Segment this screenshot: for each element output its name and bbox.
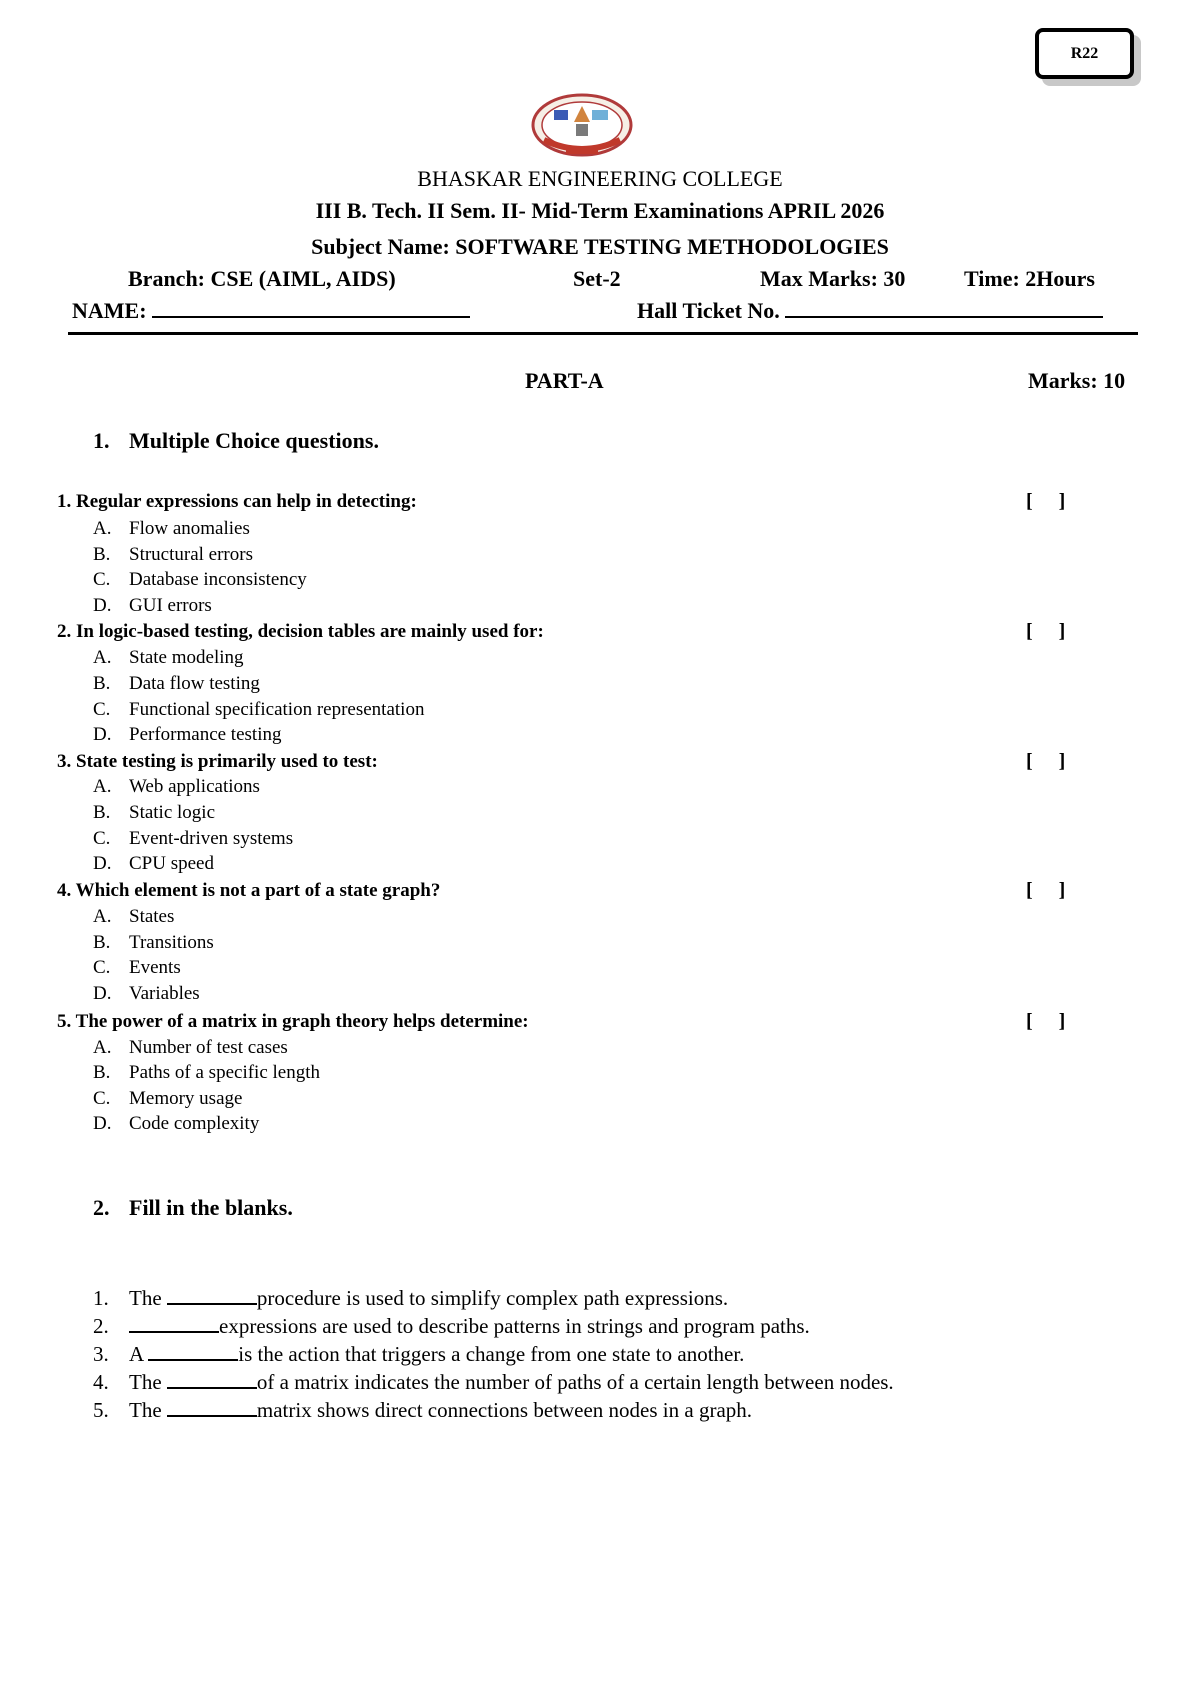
college-name: BHASKAR ENGINEERING COLLEGE	[417, 166, 783, 191]
part-title: PART-A	[525, 368, 604, 393]
name-field[interactable]	[72, 298, 470, 324]
option: B. Static logic	[93, 802, 216, 823]
name-blank[interactable]	[152, 298, 470, 318]
option: B. Structural errors	[93, 544, 253, 565]
college-logo	[530, 92, 634, 158]
mcq-heading	[93, 428, 379, 454]
part-marks: Marks: 10	[1028, 368, 1126, 393]
mcq-heading-text: Multiple Choice questions.	[129, 428, 379, 453]
question-2: 2. In logic-based testing, decision tables are mainly used for:	[57, 621, 544, 642]
option: D. GUI errors	[93, 595, 212, 616]
option: A. Flow anomalies	[93, 518, 250, 539]
hall-ticket-label: Hall Ticket No.	[637, 298, 780, 323]
option: D. Code complexity	[93, 1113, 260, 1134]
answer-blank[interactable]	[167, 1370, 257, 1389]
option: C. Functional specification representation	[93, 699, 425, 720]
option: C. Memory usage	[93, 1088, 243, 1109]
subject-name: Subject Name: SOFTWARE TESTING METHODOLOGIES	[311, 234, 889, 259]
set-number: Set-2	[573, 266, 621, 291]
max-marks: Max Marks: 30	[760, 266, 906, 291]
fill-blanks-heading	[93, 1195, 293, 1221]
fill-blank-item: 2. expressions are used to describe patterns in strings and program paths.	[93, 1314, 810, 1338]
question-1: 1. Regular expressions can help in detecting:	[57, 491, 417, 512]
option: D. CPU speed	[93, 853, 214, 874]
option: C. Events	[93, 957, 181, 978]
option: C. Database inconsistency	[93, 569, 307, 590]
option: B. Data flow testing	[93, 673, 260, 694]
question-3: 3. State testing is primarily used to test:	[57, 751, 378, 772]
answer-blank[interactable]	[148, 1342, 238, 1361]
branch: Branch: CSE (AIML, AIDS)	[128, 266, 396, 291]
answer-box-4[interactable]: [ ]	[1026, 879, 1066, 901]
option: B. Paths of a specific length	[93, 1062, 321, 1083]
header-divider	[68, 332, 1138, 335]
fill-blank-item: 5. The matrix shows direct connections between nodes in a graph.	[93, 1398, 753, 1422]
fill-blanks-heading-text: Fill in the blanks.	[129, 1195, 293, 1220]
option: A. Number of test cases	[93, 1037, 288, 1058]
question-5: 5. The power of a matrix in graph theory helps determine:	[57, 1011, 529, 1032]
exam-title: III B. Tech. II Sem. II- Mid-Term Examinations APRIL 2026	[315, 198, 885, 223]
answer-box-3[interactable]: [ ]	[1026, 750, 1066, 772]
exam-time: Time: 2Hours	[964, 266, 1095, 291]
name-label: NAME:	[72, 298, 147, 323]
answer-blank[interactable]	[167, 1398, 257, 1417]
question-4: 4. Which element is not a part of a state graph?	[57, 880, 441, 901]
fill-blank-item: 1. The procedure is used to simplify complex path expressions.	[93, 1286, 729, 1310]
answer-box-5[interactable]: [ ]	[1026, 1010, 1066, 1032]
option: A. Web applications	[93, 776, 260, 797]
option: C. Event-driven systems	[93, 828, 294, 849]
hall-ticket-field[interactable]	[637, 298, 1103, 324]
answer-box-1[interactable]: [ ]	[1026, 490, 1066, 512]
regulation-badge	[1035, 28, 1134, 79]
option: B. Transitions	[93, 932, 214, 953]
answer-box-2[interactable]: [ ]	[1026, 620, 1066, 642]
regulation-code: R22	[1070, 44, 1099, 62]
fill-blank-item: 3. A is the action that triggers a change from one state to another.	[93, 1342, 745, 1366]
answer-blank[interactable]	[167, 1286, 257, 1305]
option: D. Performance testing	[93, 724, 282, 745]
fill-blanks-heading-number: 2.	[93, 1195, 110, 1220]
fill-blank-item: 4. The of a matrix indicates the number of paths of a certain length between nodes.	[93, 1370, 894, 1394]
mcq-heading-number: 1.	[93, 428, 110, 453]
option: A. State modeling	[93, 647, 244, 668]
option: A. States	[93, 906, 175, 927]
option: D. Variables	[93, 983, 200, 1004]
answer-blank[interactable]	[129, 1314, 219, 1333]
hall-ticket-blank[interactable]	[785, 298, 1103, 318]
